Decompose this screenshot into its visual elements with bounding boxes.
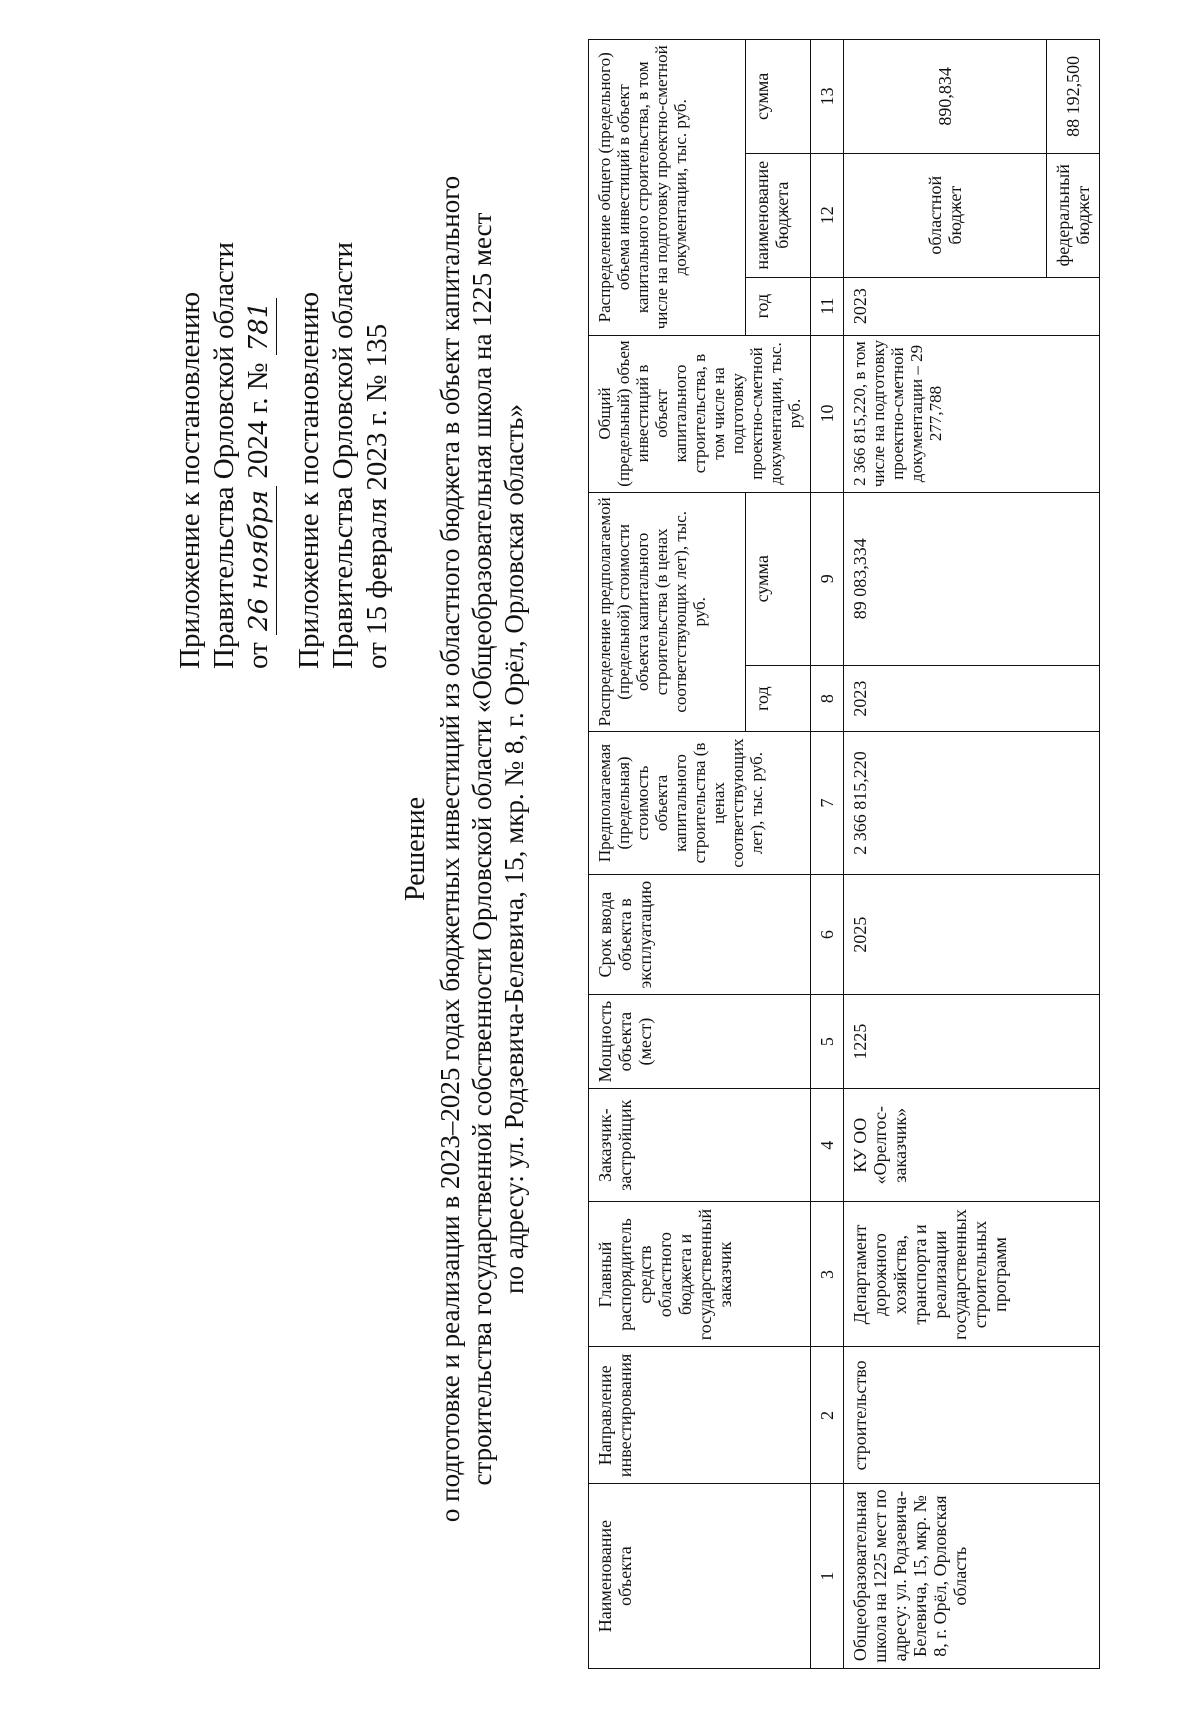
column-number-row <box>811 40 844 1669</box>
appendix-previous-line1: Приложение к постановлению <box>293 291 325 669</box>
cell-main-manager: Департамент дорожного хозяйства, транспорта и реализации государственных строительных программ <box>844 1202 1100 1347</box>
header-c8: год <box>745 666 810 732</box>
cell-budget-regional: областной бюджет <box>844 153 1047 277</box>
header-c11: год <box>745 277 810 335</box>
col-number: 4 <box>811 1088 844 1202</box>
header-c4: Заказчик-застройщик <box>589 1088 811 1202</box>
header-c7: Предполагаемая (предельная) стоимость объекта капитального строительства (в ценах соответствующих лет), тыс. руб. <box>589 732 811 875</box>
header-c12: наименование бюджета <box>745 153 810 277</box>
cell-commission-year: 2025 <box>844 874 1100 995</box>
appendix-current <box>173 149 277 669</box>
cell-budget-federal: федеральный бюджет <box>1047 153 1100 277</box>
header-c8-9: Распределение предполагаемой (предельной) стоимости объекта капитального строительства (в ценах соответствующих лет), тыс. руб. <box>589 492 746 732</box>
table-row <box>844 40 1047 1669</box>
decision-title-line3: по адресу: ул. Родзевича-Белевича, 15, мкр. № 8, г. Орёл, Орловская область» <box>499 404 529 1294</box>
col-number: 2 <box>811 1347 844 1484</box>
appendix-previous <box>292 149 394 669</box>
cell-total-investment: 2 366 815,220, в том числе на подготовку проектно-сметной документации – 29 277,788 <box>844 335 1100 492</box>
col-number: 1 <box>811 1484 844 1669</box>
appendix-previous-line2: Правительства Орловской области <box>327 242 359 669</box>
cell-cost-sum: 89 083,334 <box>844 492 1100 666</box>
col-number: 13 <box>811 40 844 154</box>
cell-direction: строительство <box>844 1347 1100 1484</box>
header-c1: Наименование объекта <box>589 1484 811 1669</box>
appendix-current-line1: Приложение к постановлению <box>174 291 206 669</box>
col-number: 6 <box>811 874 844 995</box>
cell-object-name: Общеобразовательная школа на 1225 мест по адресу: ул. Родзевича-Белевича, 15, мкр. № 8, г. Орёл, Орловская область <box>844 1484 1100 1669</box>
col-number: 10 <box>811 335 844 492</box>
header-c2: Направление инвестирования <box>589 1347 811 1484</box>
col-number: 9 <box>811 492 844 666</box>
decision-title-line2: строительства государственной собственности Орловской области «Общеобразовательная школа на 1225 мест <box>467 212 497 1486</box>
handwritten-date: 26 ноября <box>242 486 277 635</box>
header-c9: сумма <box>745 492 810 666</box>
cell-capacity: 1225 <box>844 995 1100 1089</box>
cell-cost-year: 2023 <box>844 666 1100 732</box>
investment-table <box>588 39 1100 1669</box>
col-number: 5 <box>811 995 844 1089</box>
cell-customer: КУ ОО «Орелгос-заказчик» <box>844 1088 1100 1202</box>
header-c10: Общий (предельный) объем инвестиций в объект капитального строительства, в том числе на подготовку проектно-сметной документации, тыс. руб. <box>589 335 811 492</box>
appendix-current-line3 <box>241 149 277 669</box>
cell-estimated-cost: 2 366 815,220 <box>844 732 1100 875</box>
appendix-previous-line3: от 15 февраля 2023 г. № 135 <box>361 323 393 669</box>
col-number: 7 <box>811 732 844 875</box>
col-number: 8 <box>811 666 844 732</box>
appendix-current-prefix: от <box>242 642 274 669</box>
decision-heading: Решение <box>400 797 431 902</box>
col-number: 3 <box>811 1202 844 1347</box>
col-number: 12 <box>811 153 844 277</box>
col-number: 11 <box>811 277 844 335</box>
decision-title <box>400 29 530 1669</box>
header-c3: Главный распорядитель средств областного бюджета и государственный заказчик <box>589 1202 811 1347</box>
appendix-current-line2: Правительства Орловской области <box>208 242 240 669</box>
cell-sum-federal: 88 192,500 <box>1047 40 1100 154</box>
appendix-current-year: 2024 г. № <box>242 362 274 479</box>
header-c6: Срок ввода объекта в эксплуатацию <box>589 874 811 995</box>
cell-investment-year: 2023 <box>844 277 1100 335</box>
header-c11-13: Распределение общего (предельного) объема инвестиций в объект капитального строительства, в том числе на подготовку проектно-сметной документации, тыс. руб. <box>589 40 746 336</box>
header-c5: Мощность объекта (мест) <box>589 995 811 1089</box>
decision-title-line1: о подготовке и реализации в 2023–2025 годах бюджетных инвестиций из областного бюджета в объект капитального <box>435 175 465 1523</box>
header-c13: сумма <box>745 40 810 154</box>
cell-sum-regional: 890,834 <box>844 40 1047 154</box>
table-header-row <box>589 40 746 1669</box>
handwritten-number: 781 <box>242 298 277 356</box>
